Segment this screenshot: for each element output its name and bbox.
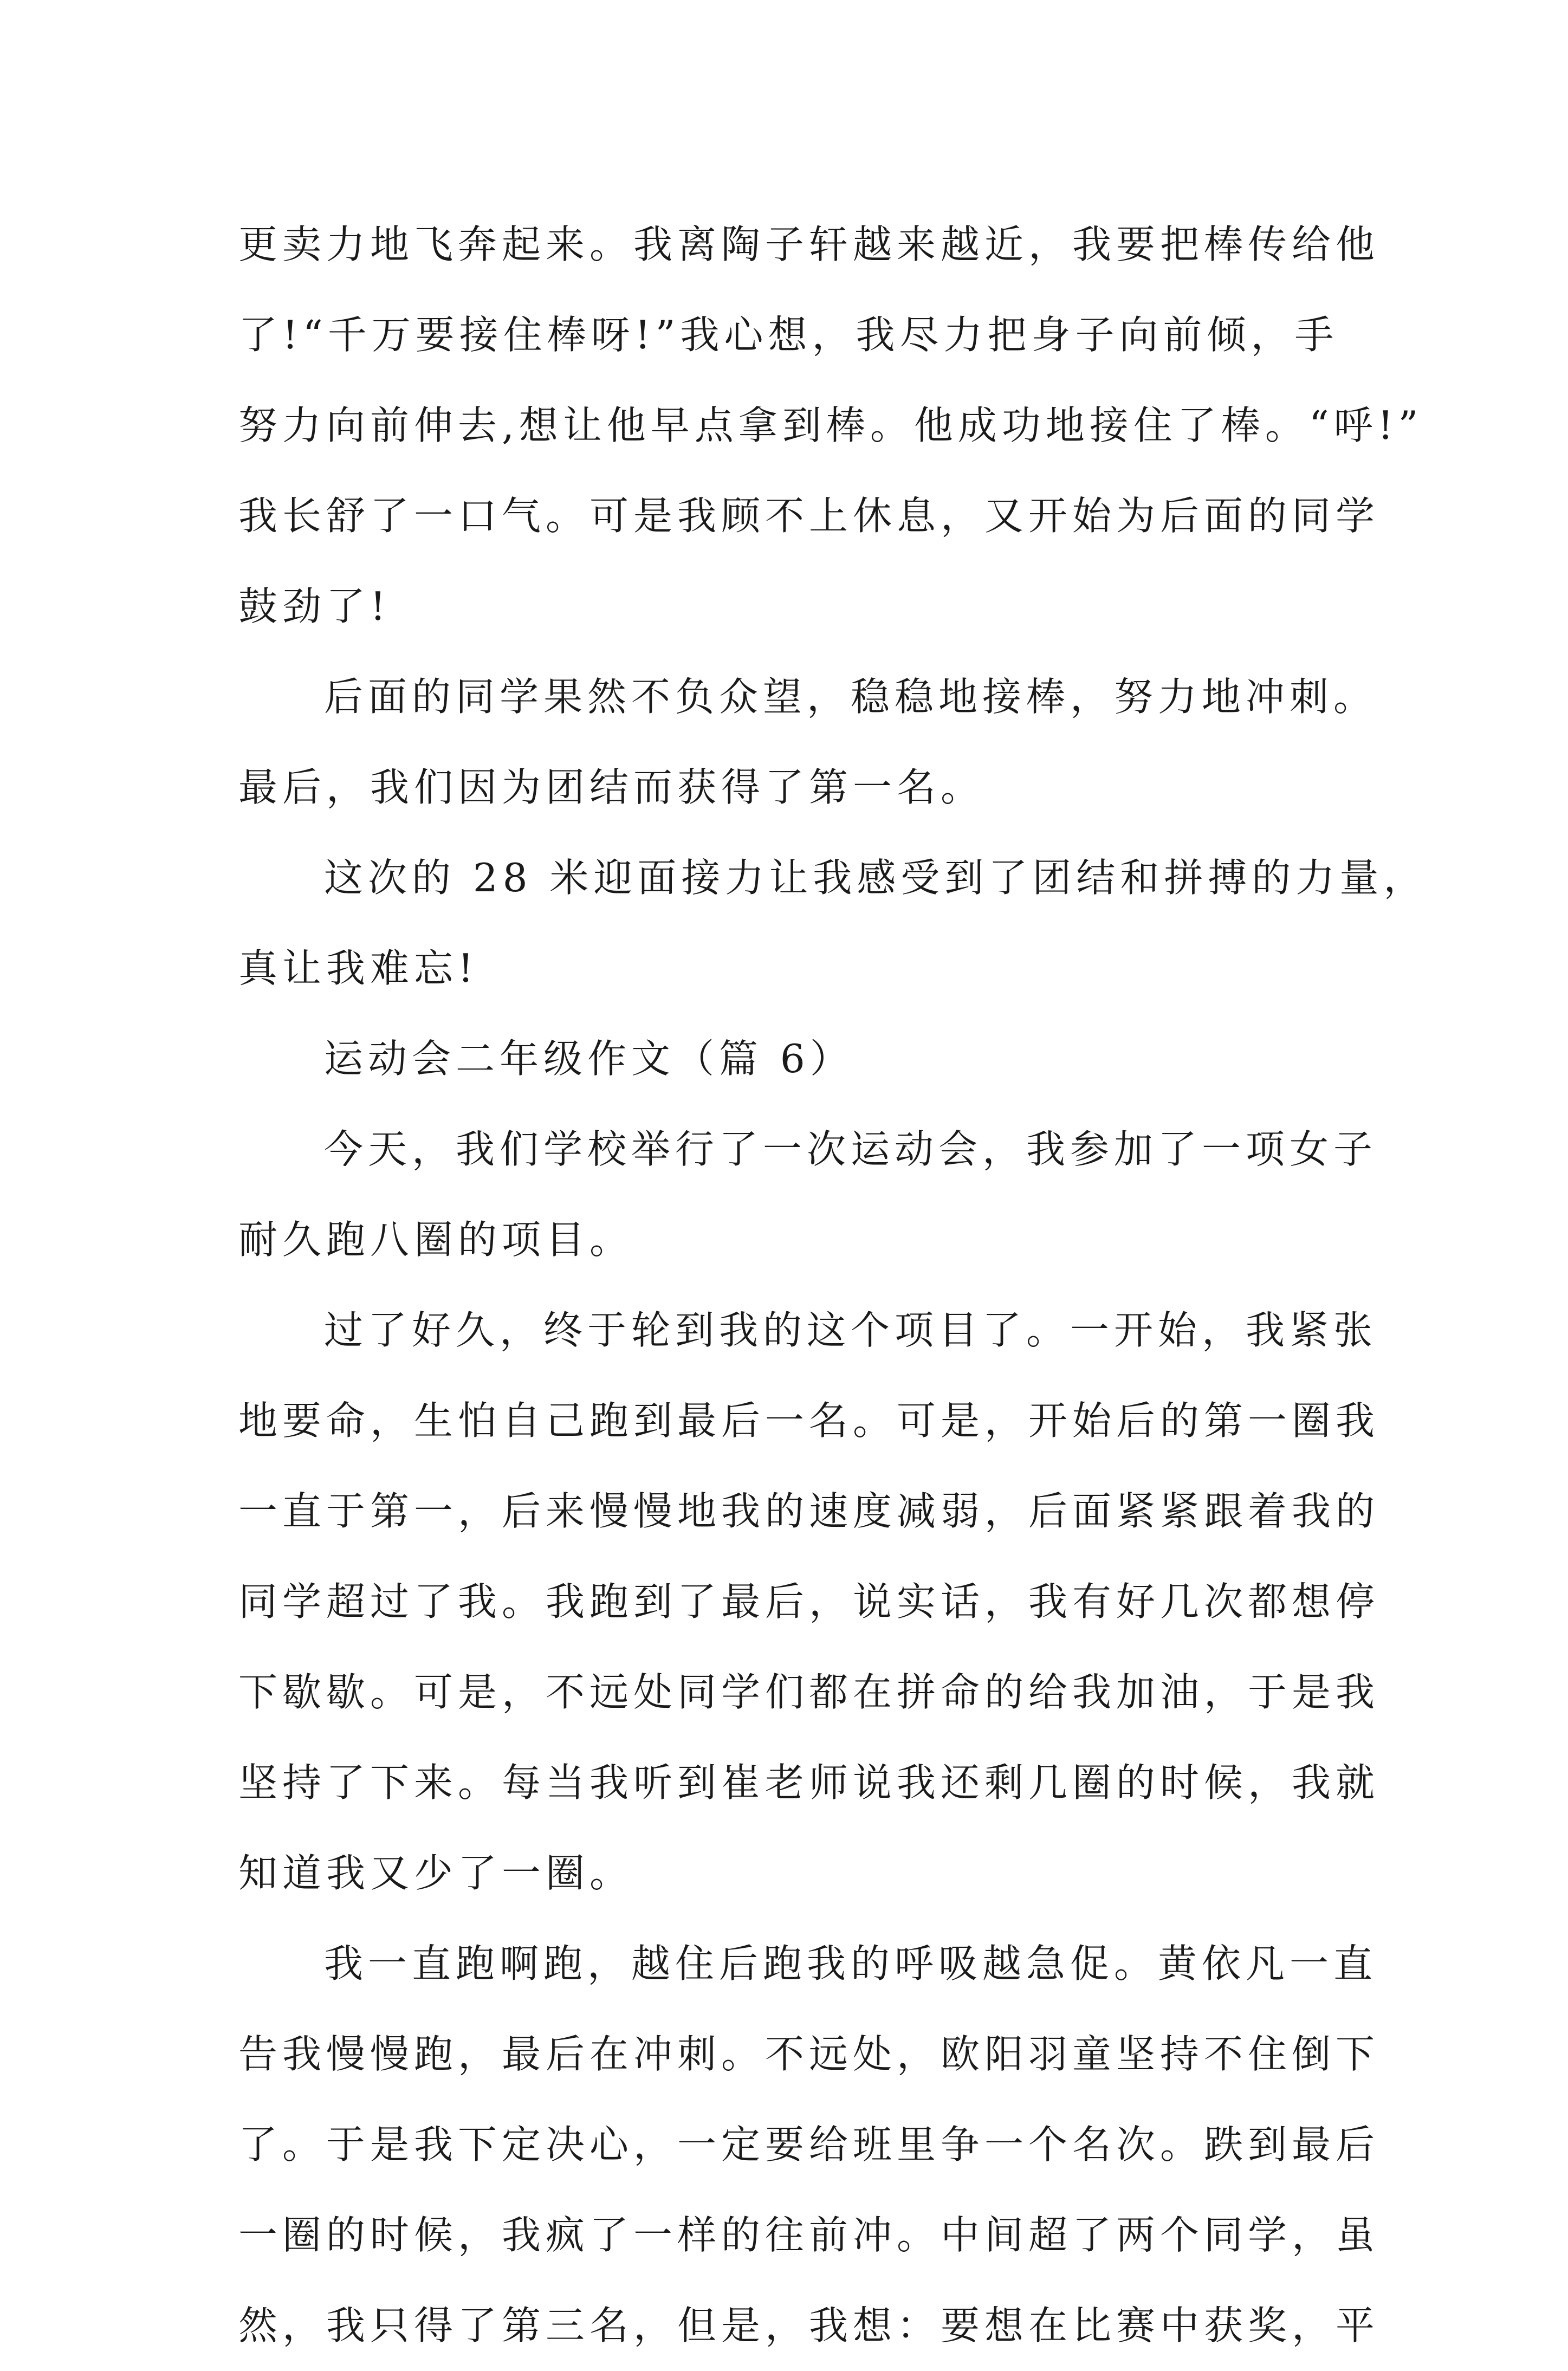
paragraph-start-line: 我一直跑啊跑，越住后跑我的呼吸越急促。黄依凡一直 — [324, 1941, 1378, 1986]
paragraph-start-line: 今天，我们学校举行了一次运动会，我参加了一项女子 — [324, 1126, 1378, 1172]
text-line: 更卖力地飞奔起来。我离陶子轩越来越近，我要把棒传给他 — [238, 222, 1380, 267]
text-line: 坚持了下来。每当我听到崔老师说我还剩几圈的时候，我就 — [238, 1760, 1380, 1805]
text-line: 同学超过了我。我跑到了最后，说实话，我有好几次都想停 — [238, 1579, 1380, 1624]
text-line: 我长舒了一口气。可是我顾不上休息，又开始为后面的同学 — [238, 493, 1380, 539]
essay-text — [238, 199, 1428, 2371]
text-line: 了!“千万要接住棒呀!”我心想，我尽力把身子向前倾，手 — [238, 312, 1339, 358]
text-line: 鼓劲了! — [238, 584, 391, 629]
text-line: 努力向前伸去,想让他早点拿到棒。他成功地接住了棒。“呼!” — [238, 403, 1423, 448]
paragraph-start-line: 后面的同学果然不负众望，稳稳地接棒，努力地冲刺。 — [324, 674, 1378, 720]
text-line: 一圈的时候，我疯了一样的往前冲。中间超了两个同学，虽 — [238, 2212, 1380, 2258]
text-line: 下歇歇。可是，不远处同学们都在拼命的给我加油，于是我 — [238, 1669, 1380, 1715]
paragraph-start-line: 过了好久，终于轮到我的这个项目了。一开始，我紧张 — [324, 1307, 1378, 1353]
text-line: 告我慢慢跑，最后在冲刺。不远处，欧阳羽童坚持不住倒下 — [238, 2031, 1380, 2077]
text-line: 地要命，生怕自己跑到最后一名。可是，开始后的第一圈我 — [238, 1398, 1380, 1443]
text-line: 耐久跑八圈的项目。 — [238, 1217, 634, 1262]
text-line: 最后，我们因为团结而获得了第一名。 — [238, 765, 985, 810]
section-heading: 运动会二年级作文（篇 6） — [324, 1036, 854, 1081]
paragraph-start-line: 这次的 28 米迎面接力让我感受到了团结和拼搏的力量， — [324, 855, 1428, 901]
text-line: 真让我难忘! — [238, 945, 478, 991]
text-line: 一直于第一，后来慢慢地我的速度减弱，后面紧紧跟着我的 — [238, 1488, 1380, 1534]
text-line: 然，我只得了第三名，但是，我想：要想在比赛中获奖，平 — [238, 2303, 1380, 2348]
text-line: 了。于是我下定决心，一定要给班里争一个名次。跌到最后 — [238, 2122, 1380, 2167]
text-line: 知道我又少了一圈。 — [238, 1850, 634, 1896]
